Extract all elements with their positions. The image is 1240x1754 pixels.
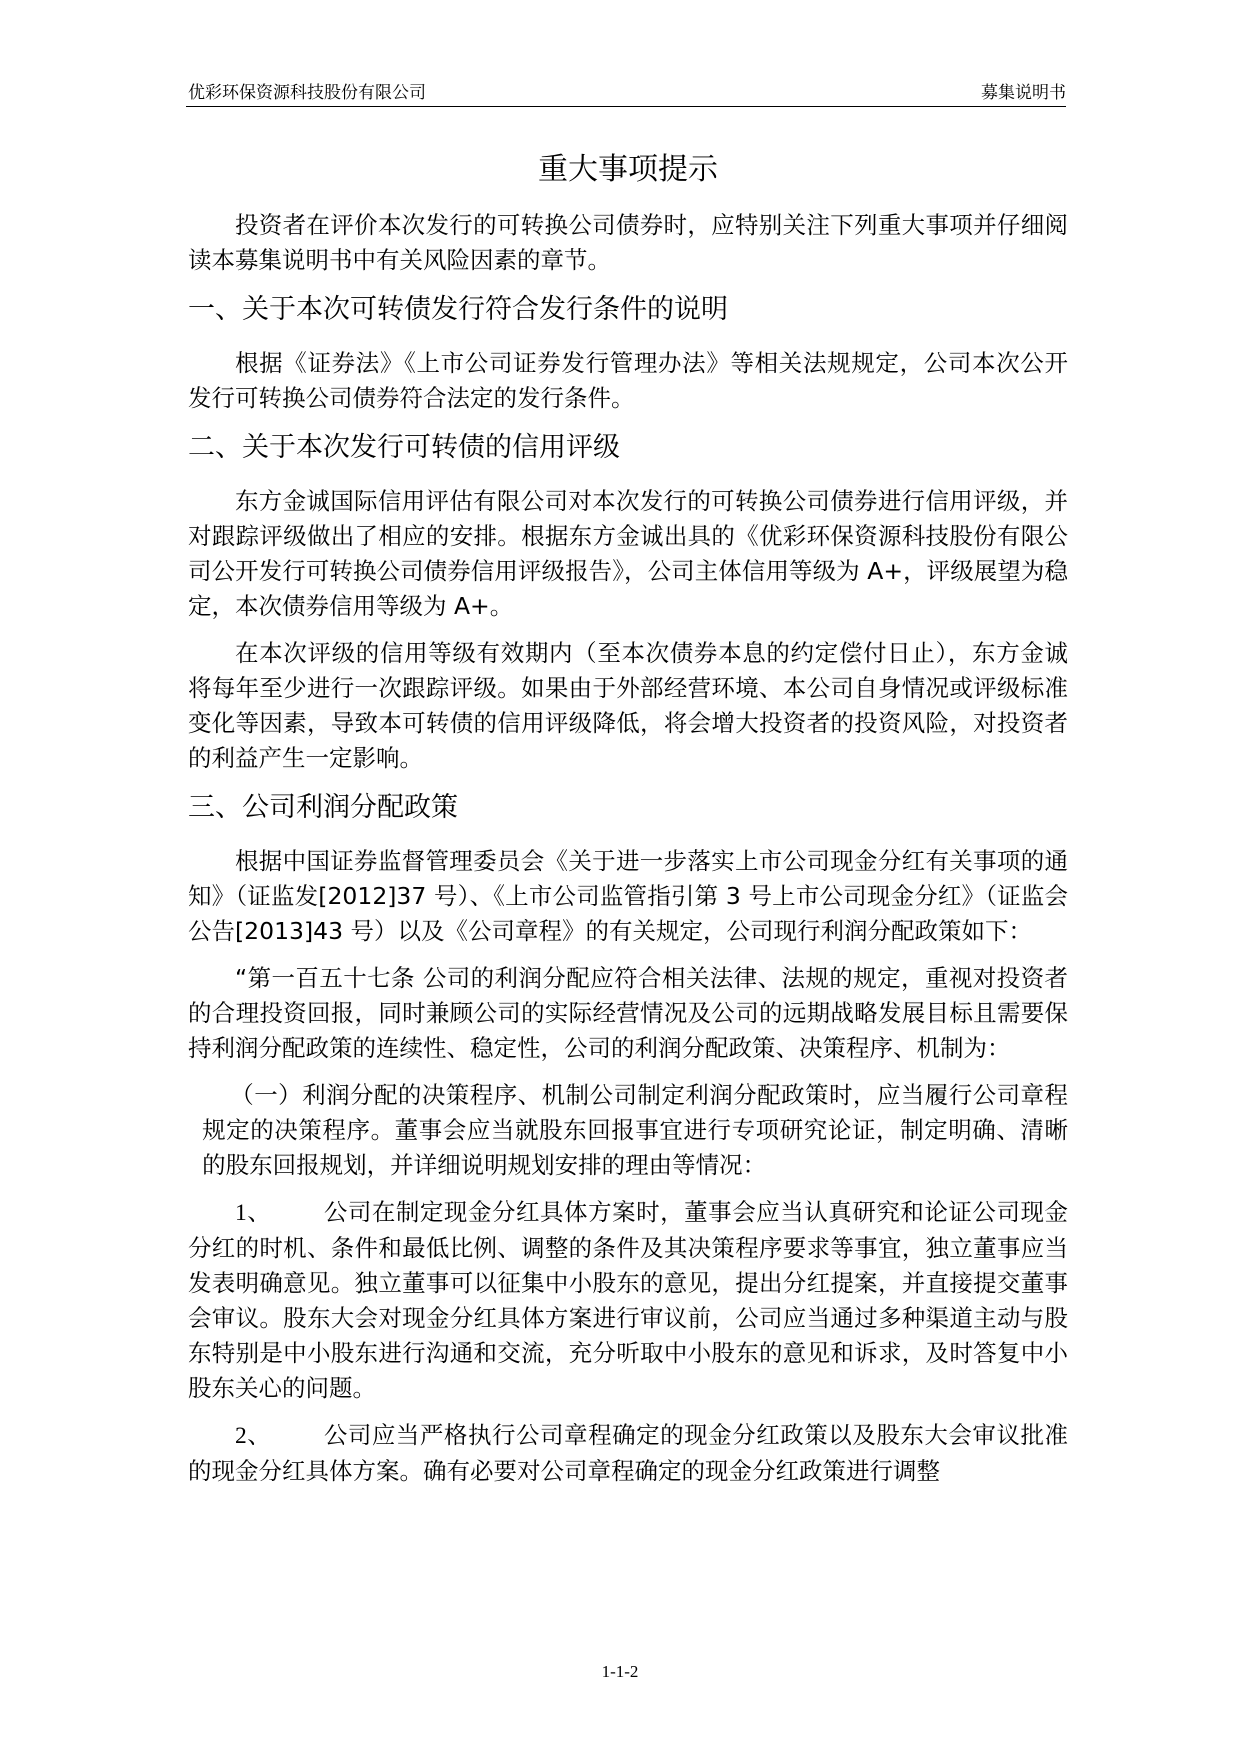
page-number: 1-1-2 [601,1662,639,1681]
list-item-text: 公司应当严格执行公司章程确定的现金分红政策以及股东大会审议批准的现金分红具体方案。确有必要对公司章程确定的现金分红政策进行调整 [188,1421,1069,1485]
header-document-type: 募集说明书 [981,83,1066,103]
section-2-paragraph-1: 东方金诚国际信用评估有限公司对本次发行的可转换公司债券进行信用评级，并对跟踪评级做出了相应的安排。根据东方金诚出具的《优彩环保资源科技股份有限公司公开发行可转换公司债券信用评级报告》，公司主体信用等级为 A+，评级展望为稳定，本次债券信用等级为 A+。 [188,487,1068,620]
section-3-paragraph-1: 根据中国证券监督管理委员会《关于进一步落实上市公司现金分红有关事项的通知》（证监发[2012]37 号）、《上市公司监管指引第 3 号上市公司现金分红》（证监会公告[2013]43 号）以及《公司章程》的有关规定，公司现行利润分配政策如下： [188,847,1068,945]
section-2-heading: 二、关于本次发行可转债的信用评级 [188,432,620,463]
section-2-paragraph-2: 在本次评级的信用等级有效期内（至本次债券本息的约定偿付日止），东方金诚将每年至少进行一次跟踪评级。如果由于外部经营环境、本公司自身情况或评级标准变化等因素，导致本可转债的信用评级降低，将会增大投资者的投资风险，对投资者的利益产生一定影响。 [188,639,1068,772]
page-title: 重大事项提示 [538,152,718,187]
section-3-paragraph-3: （一）利润分配的决策程序、机制公司制定利润分配政策时，应当履行公司章程规定的决策程序。董事会应当就股东回报事宜进行专项研究论证，制定明确、清晰的股东回报规划，并详细说明规划安排的理由等情况： [202,1081,1068,1179]
list-item-number: 1、 [235,1200,272,1226]
intro-paragraph: 投资者在评价本次发行的可转换公司债券时，应特别关注下列重大事项并仔细阅读本募集说明书中有关风险因素的章节。 [188,211,1068,274]
list-item-number: 2、 [235,1423,272,1449]
section-1-paragraph: 根据《证券法》《上市公司证券发行管理办法》等相关法规规定，公司本次公开发行可转换公司债券符合法定的发行条件。 [188,349,1068,412]
list-item [188,1418,1068,1489]
list-item [188,1195,1068,1406]
header-company-name: 优彩环保资源科技股份有限公司 [188,83,426,103]
page-header [186,72,1066,107]
page-body [188,148,1068,1501]
section-3-paragraph-2: “第一百五十七条 公司的利润分配应符合相关法律、法规的规定，重视对投资者的合理投资回报，同时兼顾公司的实际经营情况及公司的远期战略发展目标且需要保持利润分配政策的连续性、稳定性，公司的利润分配政策、决策程序、机制为： [188,964,1068,1062]
list-item-text: 公司在制定现金分红具体方案时，董事会应当认真研究和论证公司现金分红的时机、条件和最低比例、调整的条件及其决策程序要求等事宜，独立董事应当发表明确意见。独立董事可以征集中小股东的意见，提出分红提案，并直接提交董事会审议。股东大会对现金分红具体方案进行审议前，公司应当通过多种渠道主动与股东特别是中小股东进行沟通和交流，充分听取中小股东的意见和诉求，及时答复中小股东关心的问题。 [188,1198,1069,1402]
section-1-heading: 一、关于本次可转债发行符合发行条件的说明 [188,294,728,325]
section-3-heading: 三、公司利润分配政策 [188,792,458,823]
